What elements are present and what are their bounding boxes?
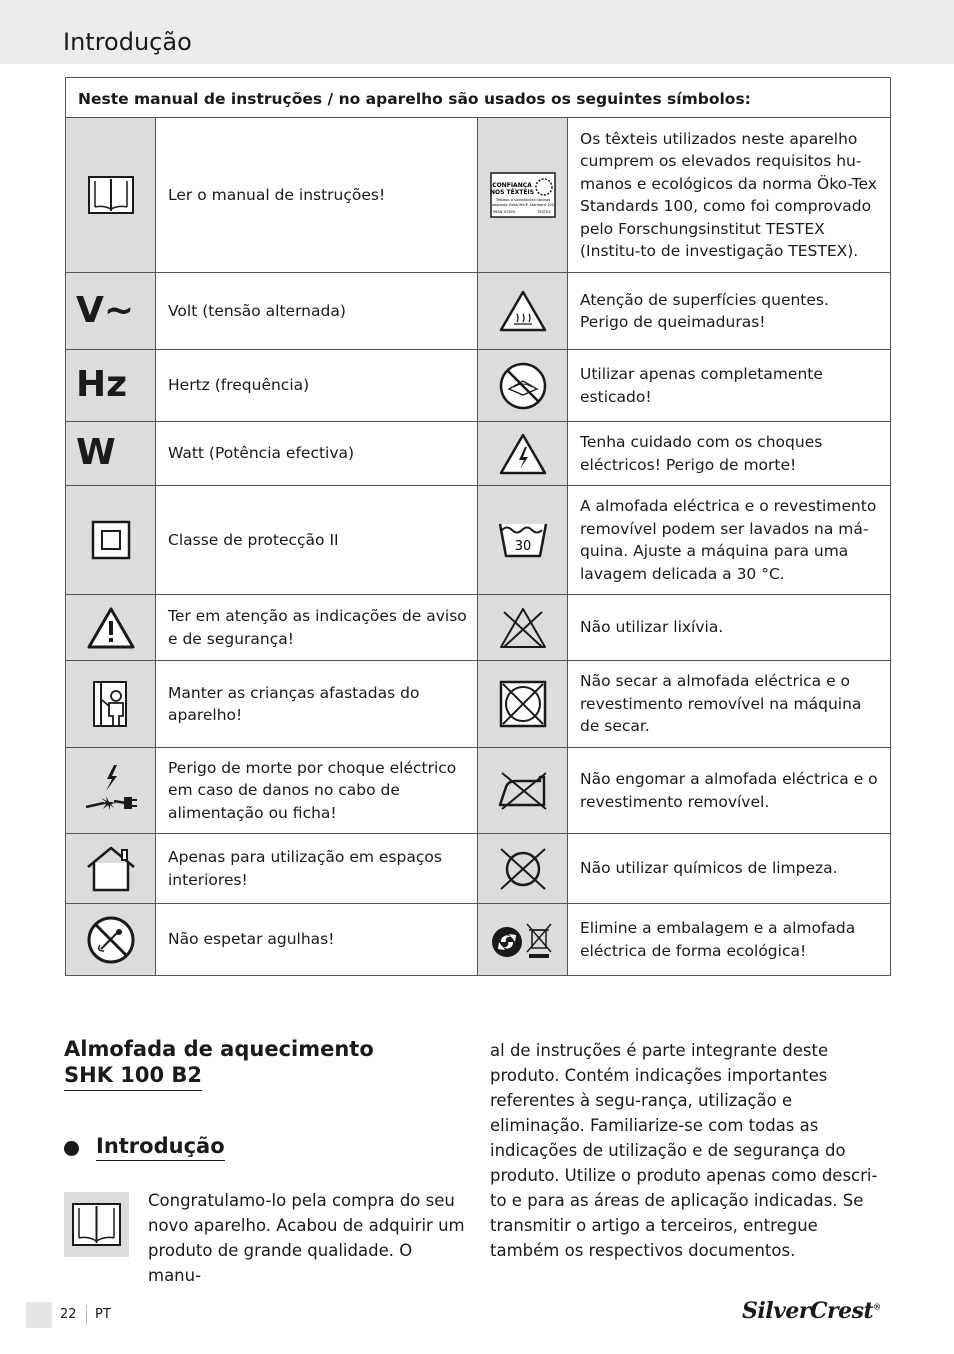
manual-book-box <box>64 1192 129 1257</box>
symbols-table <box>65 77 891 976</box>
table-cell-text: Os têxteis utilizados neste aparelho cumprem os elevados requisitos hu-manos e ecológicos da norma Öko-Tex Standards 100, como foi comprovado pelo Forschungsinstitut TESTEX (Institu-to de investigação TESTEX). <box>568 118 891 273</box>
wash-30-icon <box>498 520 548 560</box>
warning-triangle-icon <box>86 606 136 650</box>
table-cell-text: Perigo de morte por choque eléctrico em caso de danos no cabo de alimentação ou ficha! <box>156 748 478 834</box>
table-row <box>66 350 891 422</box>
svg-text:96SN 07949: 96SN 07949 <box>492 210 515 214</box>
intro-heading: Introdução <box>96 1134 225 1161</box>
table-cell-text: Tenha cuidado com os choques eléctricos! Perigo de morte! <box>568 422 891 486</box>
table-cell-text: Utilizar apenas completamente esticado! <box>568 350 891 422</box>
product-title <box>64 1036 374 1091</box>
book-icon <box>87 175 135 215</box>
table-row <box>66 904 891 976</box>
protection-class-ii-icon <box>91 520 131 560</box>
svg-text:Testado a substâncias nocivas: Testado a substâncias nocivas <box>495 198 550 202</box>
watt-icon: W <box>76 432 116 474</box>
intro-paragraph-left: Congratulamo-lo pela compra do seu novo aparelho. Acabou de adquirir um produto de grande qualidade. O manu- <box>148 1191 465 1285</box>
intro-paragraph-right: al de instruções é parte integrante deste produto. Contém indicações importantes referentes à segu-rança, utilização e eliminação. Familiarize-se com todas as indicações de utilização e de segurança do produto. Utilize o produto apenas como descri-to e para as áreas de aplicação indicadas. Se transmitir o artigo a terceiros, entregue também os respectivos documentos. <box>490 1041 878 1260</box>
no-pins-icon <box>86 915 136 965</box>
language-code: PT <box>95 1307 111 1322</box>
no-folding-icon <box>498 361 548 411</box>
table-cell-text: Volt (tensão alternada) <box>156 273 478 350</box>
svg-text:segundo Oeko-Tex® Standard 100: segundo Oeko-Tex® Standard 100 <box>491 203 554 207</box>
brand-logo: SilverCrest® <box>742 1298 881 1324</box>
table-cell-text: Ler o manual de instruções! <box>156 118 478 273</box>
page-number: 22 <box>60 1307 77 1322</box>
table-cell-text: Watt (Potência efectiva) <box>156 422 478 486</box>
electric-shock-warning-icon <box>498 432 548 476</box>
page-marker <box>26 1302 52 1328</box>
table-row <box>66 273 891 350</box>
oeko-tex-label-icon <box>490 172 556 218</box>
footer-divider <box>86 1305 87 1325</box>
page-title: Introdução <box>63 28 192 56</box>
table-cell-text: Ter em atenção as indicações de aviso e de segurança! <box>156 595 478 661</box>
table-cell-text: Não espetar agulhas! <box>156 904 478 976</box>
table-cell-text: Atenção de superfícies quentes. Perigo de queimaduras! <box>568 273 891 350</box>
svg-text:NOS TÊXTEIS: NOS TÊXTEIS <box>489 189 534 196</box>
svg-text:TESTEX: TESTEX <box>536 210 551 214</box>
table-row <box>66 118 891 273</box>
section-bullet <box>64 1141 79 1156</box>
table-cell-text: Não engomar a almofada eléctrica e o revestimento removível. <box>568 748 891 834</box>
table-cell-text: Manter as crianças afastadas do aparelho! <box>156 661 478 748</box>
symbols-table-heading: Neste manual de instruções / no aparelho são usados os seguintes símbolos: <box>66 78 891 118</box>
table-row <box>66 834 891 904</box>
damaged-cable-shock-icon <box>84 763 138 819</box>
svg-text:30: 30 <box>514 539 531 554</box>
no-bleach-icon <box>498 606 548 650</box>
product-model: SHK 100 B2 <box>64 1062 202 1091</box>
no-dry-cleaning-icon <box>497 847 549 891</box>
volt-ac-icon: V~ <box>76 289 135 331</box>
book-icon <box>64 1192 129 1257</box>
table-row <box>66 661 891 748</box>
indoor-use-icon <box>84 845 138 893</box>
no-ironing-icon <box>496 771 550 811</box>
table-cell-text: Hertz (frequência) <box>156 350 478 422</box>
table-cell-text: Apenas para utilização em espaços interiores! <box>156 834 478 904</box>
table-cell-text: Não utilizar lixívia. <box>568 595 891 661</box>
table-row <box>66 748 891 834</box>
table-cell-text: Classe de protecção II <box>156 486 478 595</box>
svg-text:CONFIANÇA: CONFIANÇA <box>491 182 532 189</box>
no-tumble-dry-icon <box>498 679 548 729</box>
keep-children-away-icon <box>89 678 133 730</box>
table-row <box>66 422 891 486</box>
recycle-disposal-icon <box>491 920 555 960</box>
table-cell-text: Não utilizar químicos de limpeza. <box>568 834 891 904</box>
product-name: Almofada de aquecimento <box>64 1037 374 1061</box>
table-cell-text: Elimine a embalagem e a almofada eléctrica de forma ecológica! <box>568 904 891 976</box>
table-row <box>66 595 891 661</box>
table-cell-text: A almofada eléctrica e o revestimento removível podem ser lavados na má-quina. Ajuste a máquina para uma lavagem delicada a 30 °C. <box>568 486 891 595</box>
hot-surface-warning-icon <box>498 289 548 333</box>
hertz-icon: Hz <box>76 364 128 406</box>
table-row <box>66 486 891 595</box>
table-cell-text: Não secar a almofada eléctrica e o revestimento removível na máquina de secar. <box>568 661 891 748</box>
